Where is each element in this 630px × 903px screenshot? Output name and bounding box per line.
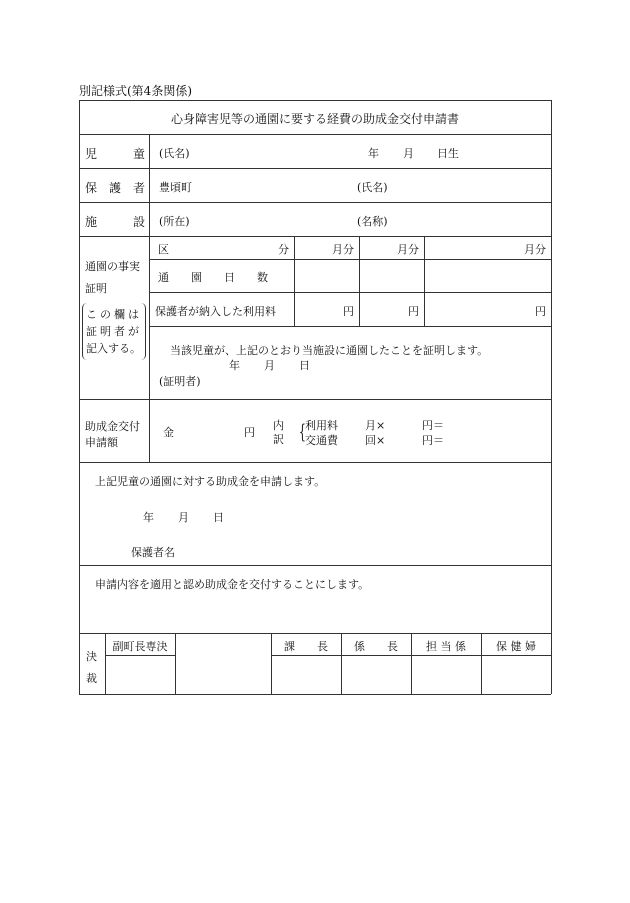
certify-statement: 当該児童が、上記のとおり当施設に通園したことを証明します。 (170, 344, 489, 357)
grid-line (149, 259, 551, 260)
application-day: 日 (213, 511, 224, 524)
cert-year: 年 (229, 359, 240, 372)
grid-line (105, 655, 175, 656)
month-header-1: 月分 (332, 243, 354, 256)
attendance-label-line-2: 証明 (85, 282, 107, 295)
breakdown-label-1: 内 (273, 419, 284, 432)
guardian-label: 保 護 者 (85, 181, 146, 195)
approval-note: 申請内容を適用と認め助成金を交付することにします。 (95, 578, 370, 591)
form-title: 心身障害児等の通園に要する経費の助成金交付申請書 (170, 112, 459, 126)
fee-calc-result: 円＝ (422, 419, 444, 432)
facility-location-label: (所在) (159, 215, 190, 228)
attendance-note-line-1: この欄は (86, 308, 142, 321)
application-statement: 上記児童の通園に対する助成金を申請します。 (95, 475, 326, 488)
facility-name-label: (名称) (357, 215, 388, 228)
grid-line (79, 565, 551, 566)
child-name-label: (氏名) (159, 147, 190, 160)
subsidy-label-line-2: 申請額 (85, 436, 118, 449)
grid-line (79, 462, 551, 463)
subsidy-label-line-1: 助成金交付 (85, 420, 140, 433)
grid-line (149, 134, 150, 462)
facility-label: 施 設 (85, 215, 146, 229)
grid-line (79, 100, 80, 694)
child-label: 児 童 (85, 147, 146, 161)
grid-line (551, 100, 552, 694)
role-header-subsection-chief: 係 長 (354, 640, 398, 653)
amount-unit: 円 (244, 426, 255, 439)
decision-label-2: 裁 (86, 672, 97, 685)
grid-line (79, 100, 551, 101)
fee-unit-1: 円 (343, 305, 354, 318)
cert-day: 日 (299, 359, 310, 372)
attendance-note-line-2: 証明者が (86, 325, 142, 338)
transport-calc-unit: 回× (365, 434, 386, 447)
transport-item: 交通費 (305, 434, 338, 447)
attendance-note-line-3: 記入する。 (86, 342, 141, 355)
attendance-label-line-1: 通園の事実 (85, 260, 140, 273)
vice-mayor-header: 副町長専決 (112, 640, 168, 653)
role-header-section-chief: 課 長 (284, 640, 328, 653)
fee-unit-2: 円 (408, 305, 419, 318)
child-dob-month: 月 (403, 147, 414, 160)
breakdown-label-2: 訳 (273, 433, 284, 446)
grid-line (79, 694, 551, 695)
breakdown-brace: { (298, 419, 306, 443)
decision-label-1: 決 (86, 650, 97, 663)
certifier-label: (証明者) (159, 375, 201, 388)
guardian-name-label: (氏名) (357, 181, 388, 194)
fee-paid-label: 保護者が納入した利用料 (155, 305, 276, 318)
month-header-3: 月分 (524, 243, 546, 256)
grid-line (149, 326, 551, 327)
attendance-days-label: 通 園 日 数 (158, 271, 268, 284)
fee-unit-3: 円 (535, 305, 546, 318)
child-dob-year: 年 (368, 147, 379, 160)
header-note: 別記様式(第4条関係) (79, 84, 192, 98)
fee-calc-unit: 月× (365, 419, 386, 432)
month-header-2: 月分 (397, 243, 419, 256)
application-year: 年 (143, 511, 154, 524)
amount-prefix: 金 (163, 426, 174, 439)
guardian-town: 豊頃町 (159, 181, 192, 194)
child-dob-day: 日生 (437, 147, 459, 160)
grid-line (149, 292, 551, 293)
kubun-header-1: 区 (158, 243, 169, 256)
role-header-staff: 担 当 係 (426, 640, 466, 653)
transport-calc-result: 円＝ (422, 434, 444, 447)
guardian-name-field-label: 保護者名 (131, 546, 175, 559)
cert-month: 月 (264, 359, 275, 372)
kubun-header-2: 分 (278, 243, 289, 256)
application-month: 月 (178, 511, 189, 524)
fee-item: 利用料 (305, 419, 338, 432)
role-header-public-health-nurse: 保 健 婦 (496, 640, 536, 653)
grid-line (175, 633, 176, 694)
